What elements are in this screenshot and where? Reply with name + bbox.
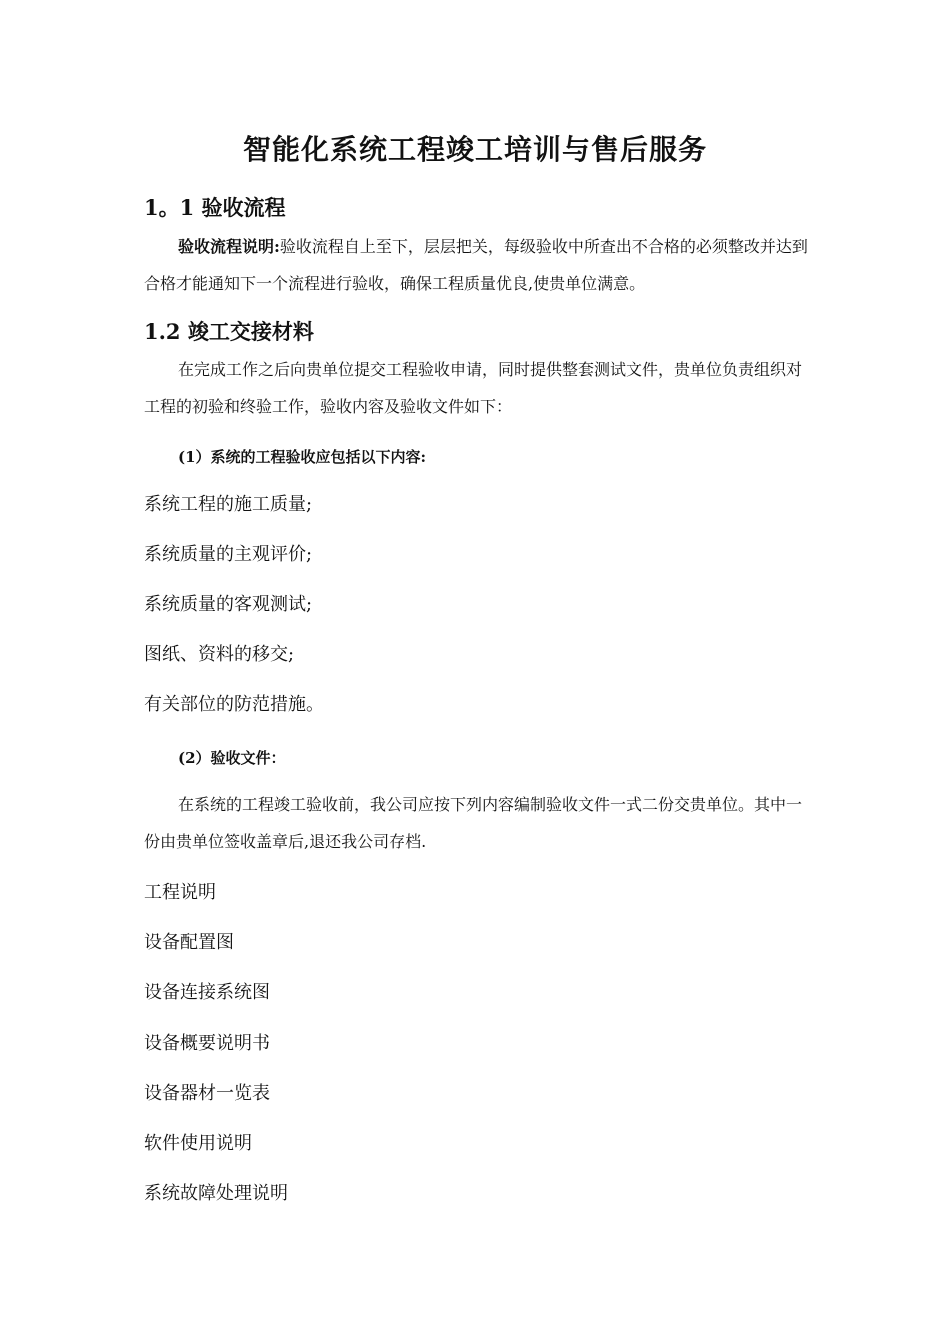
acceptance-process-paragraph	[144, 228, 808, 302]
list-item: 设备概要说明书	[144, 1033, 270, 1054]
list-item: 图纸、资料的移交;	[144, 644, 295, 665]
list-item: 有关部位的防范措施。	[144, 694, 324, 715]
list-item: 设备连接系统图	[144, 982, 270, 1003]
section-heading-acceptance-process: 1。1 验收流程	[144, 195, 286, 220]
list-item: 软件使用说明	[144, 1133, 252, 1154]
list-item: 设备配置图	[144, 932, 234, 953]
document-title: 智能化系统工程竣工培训与售后服务	[242, 133, 707, 166]
list-item: 系统质量的主观评价;	[144, 544, 313, 565]
subheading-acceptance-documents: (2）验收文件：	[178, 749, 286, 767]
list-item: 设备器材一览表	[144, 1083, 270, 1104]
list-item: 工程说明	[144, 882, 216, 903]
list-item: 系统故障处理说明	[144, 1183, 288, 1204]
acceptance-process-lead: 验收流程说明:	[178, 237, 280, 256]
list-item: 系统工程的施工质量;	[144, 494, 313, 515]
subheading-acceptance-content: (1）系统的工程验收应包括以下内容:	[178, 448, 427, 466]
section-heading-handover-materials: 1.2 竣工交接材料	[144, 319, 314, 344]
acceptance-process-body: 验收流程自上至下，层层把关，每级验收中所查出不合格的必须整改并达到合格才能通知下一个流程进行验收，确保工程质量优良,使贵单位满意。	[144, 237, 808, 293]
handover-intro-paragraph: 在完成工作之后向贵单位提交工程验收申请，同时提供整套测试文件，贵单位负责组织对工程的初验和终验工作，验收内容及验收文件如下：	[144, 360, 803, 416]
list-item: 系统质量的客观测试;	[144, 594, 313, 615]
acceptance-documents-paragraph: 在系统的工程竣工验收前，我公司应按下列内容编制验收文件一式二份交贵单位。其中一份由贵单位签收盖章后,退还我公司存档.	[144, 795, 803, 851]
